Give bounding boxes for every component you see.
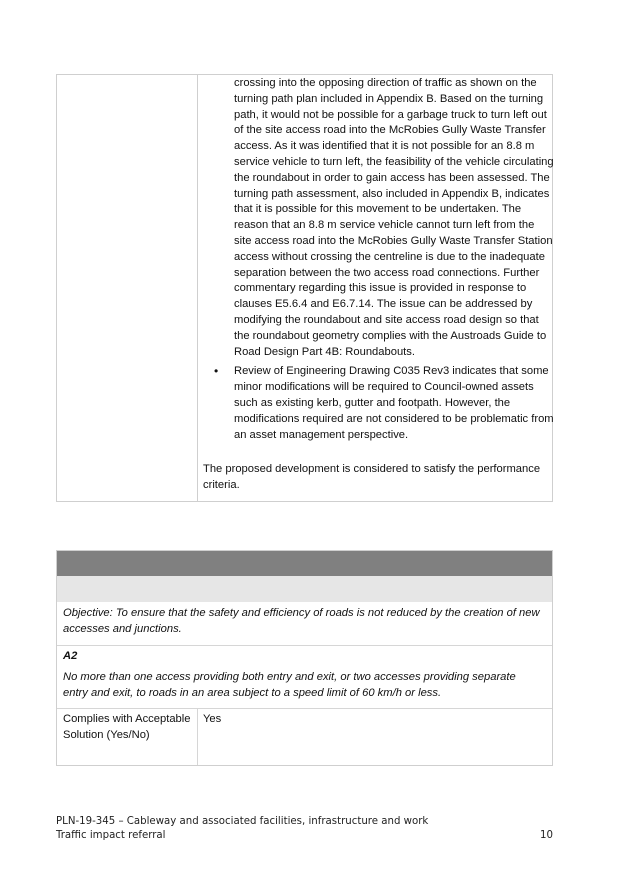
objective-text: Objective: To ensure that the safety and efficiency of roads is not reduced by the creation of new accesses and junctions.	[63, 607, 540, 635]
footer-subtitle: Traffic impact referral	[56, 830, 166, 841]
clause-table	[56, 550, 553, 766]
complies-label: Complies with Acceptable Solution (Yes/No)	[63, 713, 191, 741]
assessment-bullet-list	[234, 76, 554, 443]
column-divider	[197, 75, 198, 501]
assessment-bullet-item: crossing into the opposing direction of traffic as shown on the turning path plan included in Appendix B. Based on the turning path, it would not be possible for a garbage truck to turn left out of the site access road into the McRobies Gully Waste Transfer access. As it was identified that it is not possible for an 8.8 m service vehicle to turn left, the feasibility of the vehicle circulating the roundabout in order to gain access has been assessed. The turning path assessment, also included in Appendix B, indicates that it is possible for this movement to be undertaken. The reason that an 8.8 m service vehicle cannot turn left from the site access road into the McRobies Gully Waste Transfer Station access without crossing the centreline is due to the inadequate separation between the two access road connections. Further commentary regarding this issue is provided in response to clauses E5.6.4 and E6.7.14. The issue can be addressed by modifying the roundabout and site access road design so that the roundabout geometry complies with the Austroads Guide to Road Design Part 4B: Roundabouts.	[234, 77, 554, 358]
row-divider	[57, 708, 552, 709]
page-footer	[56, 815, 553, 843]
clause-subheader-bar	[57, 576, 552, 602]
acceptable-solution-code: A2	[63, 650, 78, 662]
assessment-table	[56, 74, 553, 502]
clause-header-bar	[57, 551, 552, 576]
row-divider	[57, 645, 552, 646]
column-divider	[197, 709, 198, 765]
footer-title: PLN-19-345 – Cableway and associated facilities, infrastructure and work	[56, 816, 429, 827]
assessment-bullet-item: • Review of Engineering Drawing C035 Rev3 indicates that some minor modifications will be required to Council-owned assets such as existing kerb, gutter and footpath. However, the modifications required are not considered to be problematic from an asset management perspective.	[234, 364, 554, 443]
assessment-conclusion: The proposed development is considered to satisfy the performance criteria.	[203, 463, 541, 491]
acceptable-solution-text: No more than one access providing both entry and exit, or two accesses providing separate entry and exit, to roads in an area subject to a speed limit of 60 km/h or less.	[63, 671, 516, 699]
complies-value: Yes	[203, 713, 222, 725]
page-number: 10	[540, 830, 553, 841]
